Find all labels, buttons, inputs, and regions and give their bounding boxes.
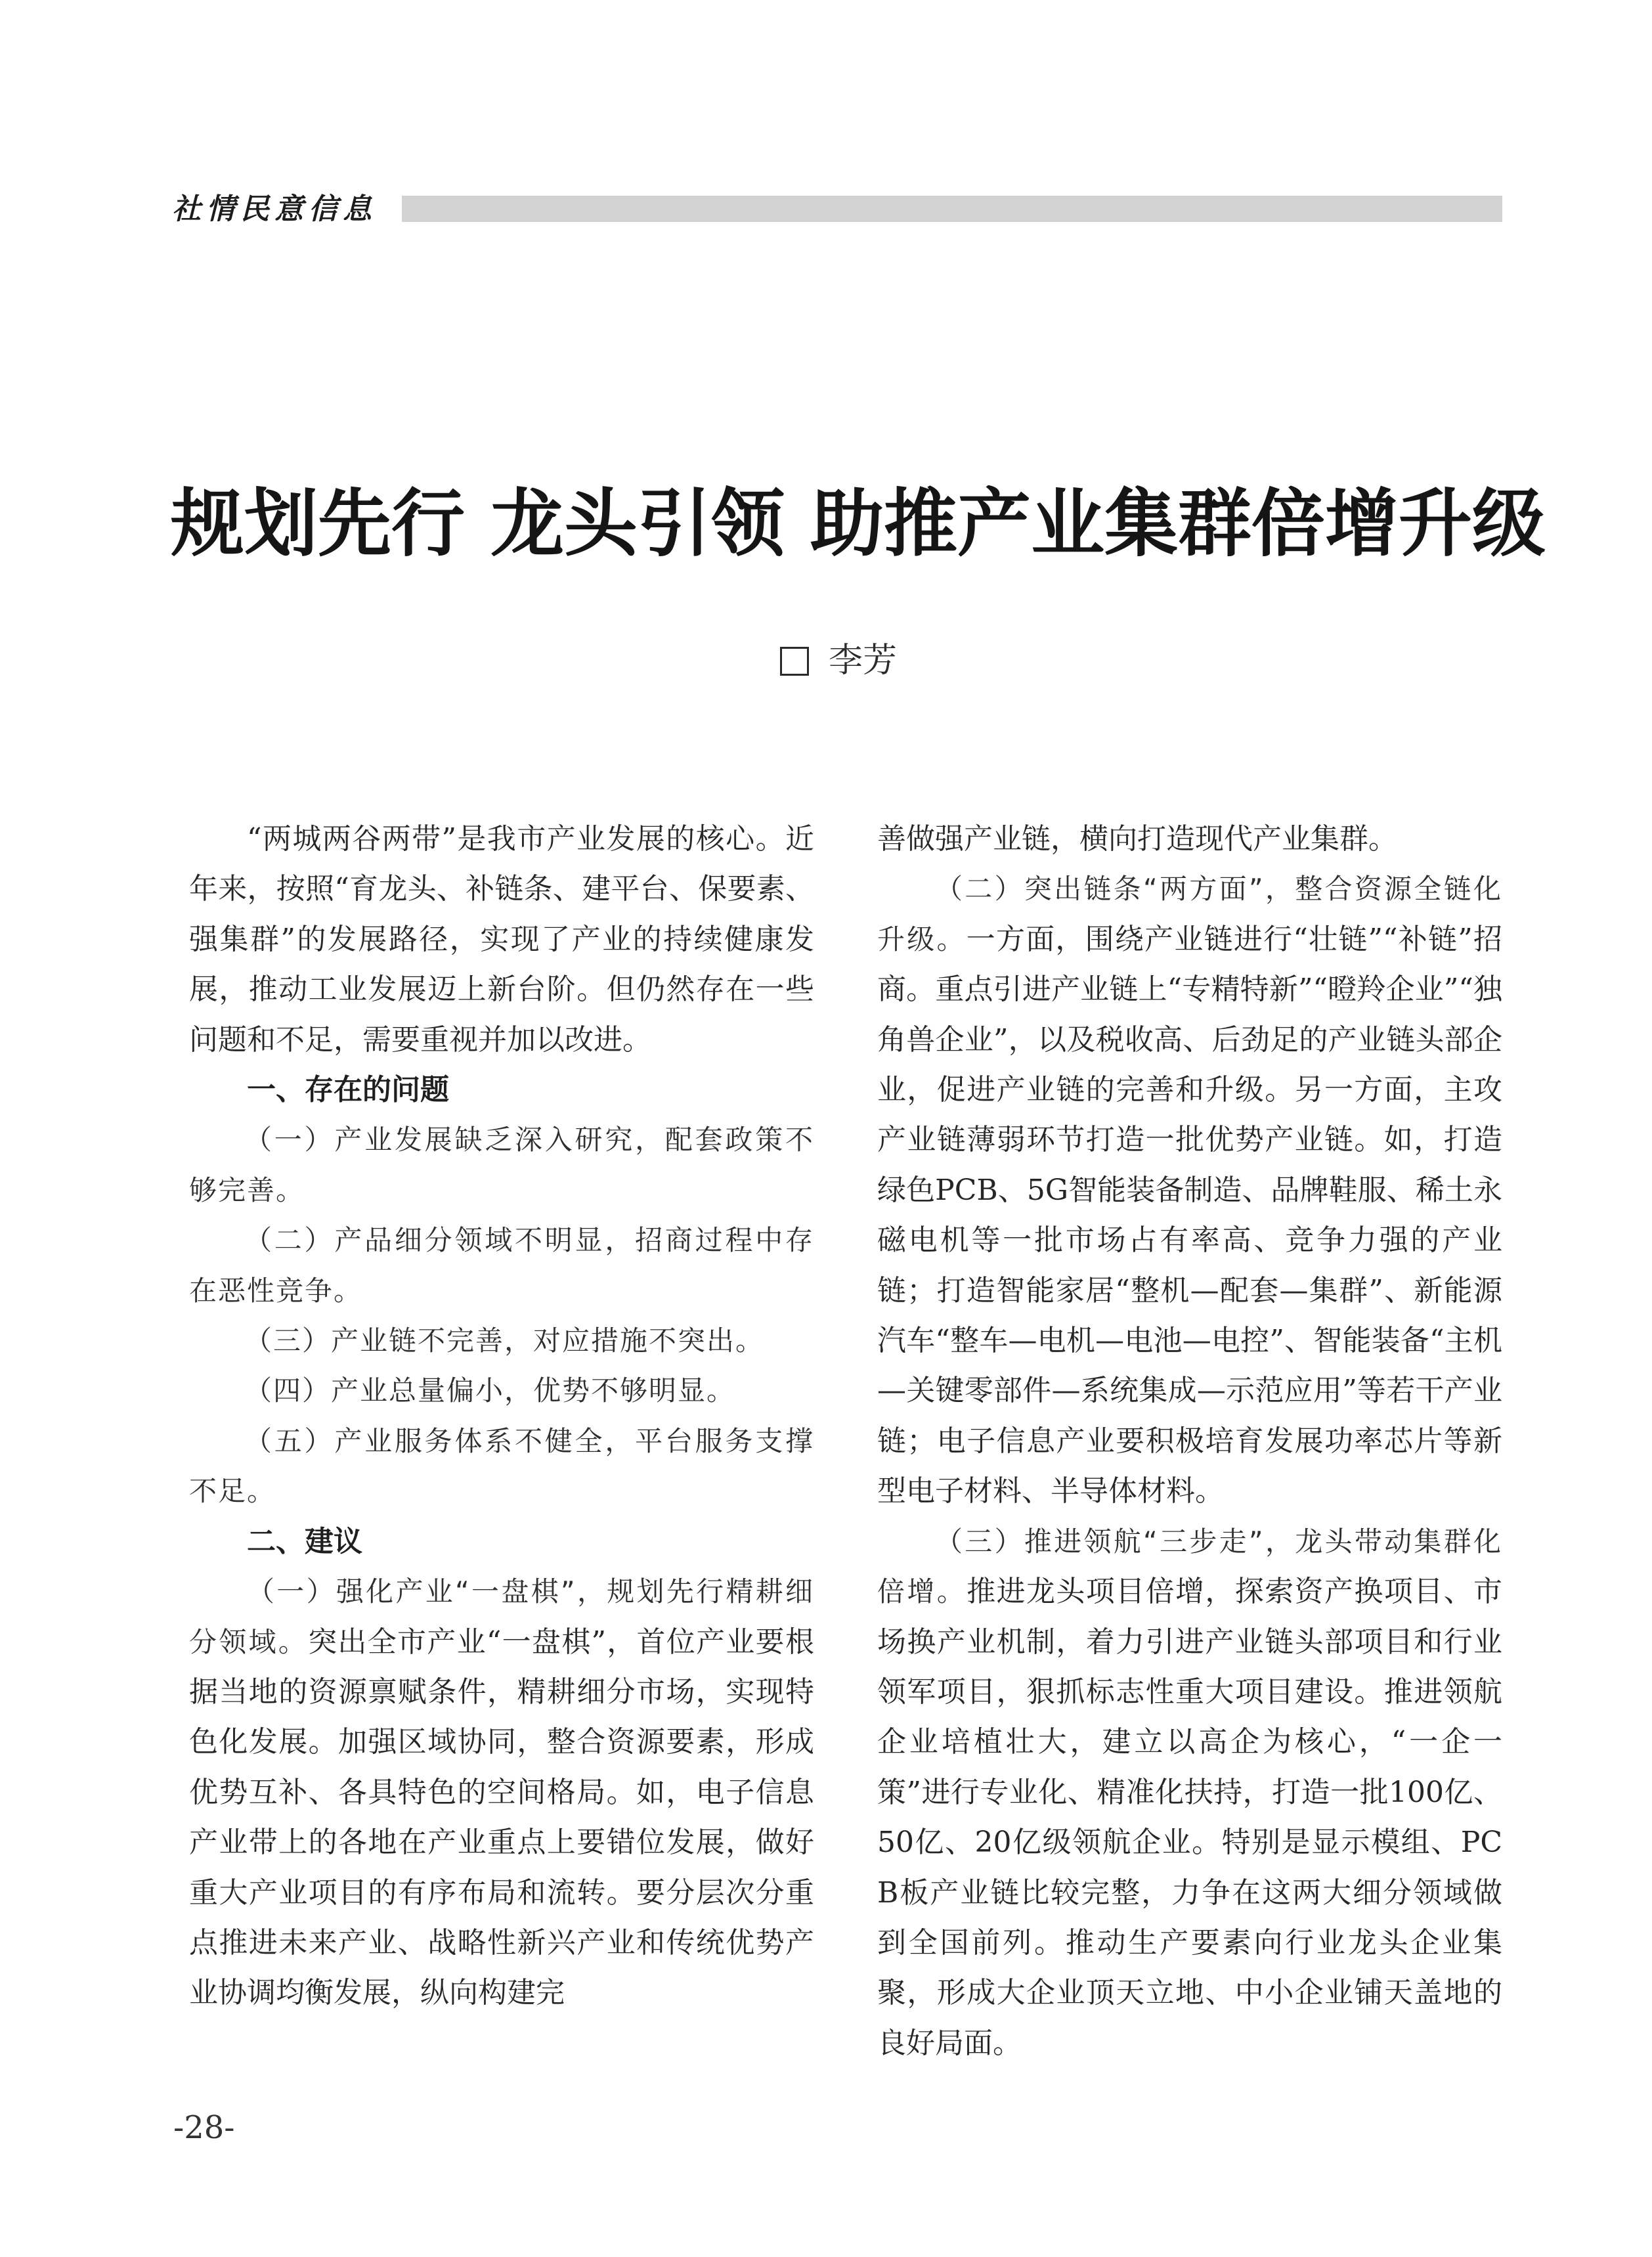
right-column	[877, 814, 1502, 2069]
section-heading-problems: 一、存在的问题	[247, 1073, 449, 1107]
intro-paragraph: “两城两谷两带”是我市产业发展的核心。近年来，按照“育龙头、补链条、建平台、保要素、强集群”的发展路径，实现了产业的持续健康发展，推动工业发展迈上新台阶。但仍然存在一些问题和不足，需要重视并加以改进。	[189, 822, 814, 1057]
left-column	[189, 814, 814, 2019]
suggestion-1-paragraph	[189, 1567, 814, 2019]
problem-item-3: （三）产业链不完善，对应措施不突出。	[244, 1325, 765, 1357]
suggestion-3-paragraph	[877, 1517, 1502, 2069]
author-name: 李芳	[829, 641, 898, 680]
section-header-bar	[402, 196, 1502, 222]
suggestion-3-lead: （三）推进领航“三步走”，龙头带动集群化倍增。	[877, 1525, 1502, 1608]
section-heading-suggestions: 二、建议	[247, 1524, 362, 1558]
suggestion-1-lead: （一）强化产业“一盘棋”，规划先行精耕细分领域。	[189, 1575, 814, 1658]
suggestion-1-body: 突出全市产业“一盘棋”，首位产业要根据当地的资源禀赋条件，精耕细分市场，实现特色化发展。加强区域协同，整合资源要素，形成优势互补、各具特色的空间格局。如，电子信息产业带上的各地在产业重点上要错位发展，做好重大产业项目的有序布局和流转。要分层次分重点推进未来产业、战略性新兴产业和传统优势产业协调均衡发展，纵向构建完	[189, 1625, 814, 2010]
problem-item-1: （一）产业发展缺乏深入研究，配套政策不够完善。	[189, 1124, 814, 1206]
page-number: -28-	[173, 2109, 235, 2146]
problem-item-5: （五）产业服务体系不健全，平台服务支撑不足。	[189, 1424, 814, 1508]
suggestion-2-paragraph	[877, 864, 1502, 1516]
suggestion-2-body: 一方面，围绕产业链进行“壮链”“补链”招商。重点引进产业链上“专精特新”“瞪羚企业”“独角兽企业”，以及税收高、后劲足的产业链头部企业，促进产业链的完善和升级。另一方面，主攻产业链薄弱环节打造一批优势产业链。如，打造绿色PCB、5G智能装备制造、品牌鞋服、稀土永磁电机等一批市场占有率高、竞争力强的产业链；打造智能家居“整机—配套—集群”、新能源汽车“整车—电机—电池—电控”、智能装备“主机—关键零部件—系统集成—示范应用”等若干产业链；电子信息产业要积极培育发展功率芯片等新型电子材料、半导体材料。	[877, 922, 1502, 1508]
section-label: 社情民意信息	[172, 192, 377, 226]
continuation-text: 善做强产业链，横向打造现代产业集群。	[877, 822, 1397, 856]
problem-item-4: （四）产业总量偏小，优势不够明显。	[244, 1374, 736, 1407]
problem-item-2: （二）产品细分领域不明显，招商过程中存在恶性竞争。	[189, 1224, 814, 1307]
author-byline	[780, 640, 897, 682]
author-box-icon	[780, 647, 809, 676]
article-title: 规划先行 龙头引领 助推产业集群倍增升级	[171, 481, 1546, 567]
suggestion-3-body: 推进龙头项目倍增，探索资产换项目、市场换产业机制，着力引进产业链头部项目和行业领军项目，狠抓标志性重大项目建设。推进领航企业培植壮大，建立以高企为核心，“一企一策”进行专业化、精准化扶持，打造一批100亿、50亿、20亿级领航企业。特别是显示模组、PCB板产业链比较完整，力争在这两大细分领域做到全国前列。推动生产要素向行业龙头企业集聚，形成大企业顶天立地、中小企业铺天盖地的良好局面。	[877, 1575, 1502, 2060]
suggestion-2-lead: （二）突出链条“两方面”，整合资源全链化升级。	[877, 873, 1502, 955]
